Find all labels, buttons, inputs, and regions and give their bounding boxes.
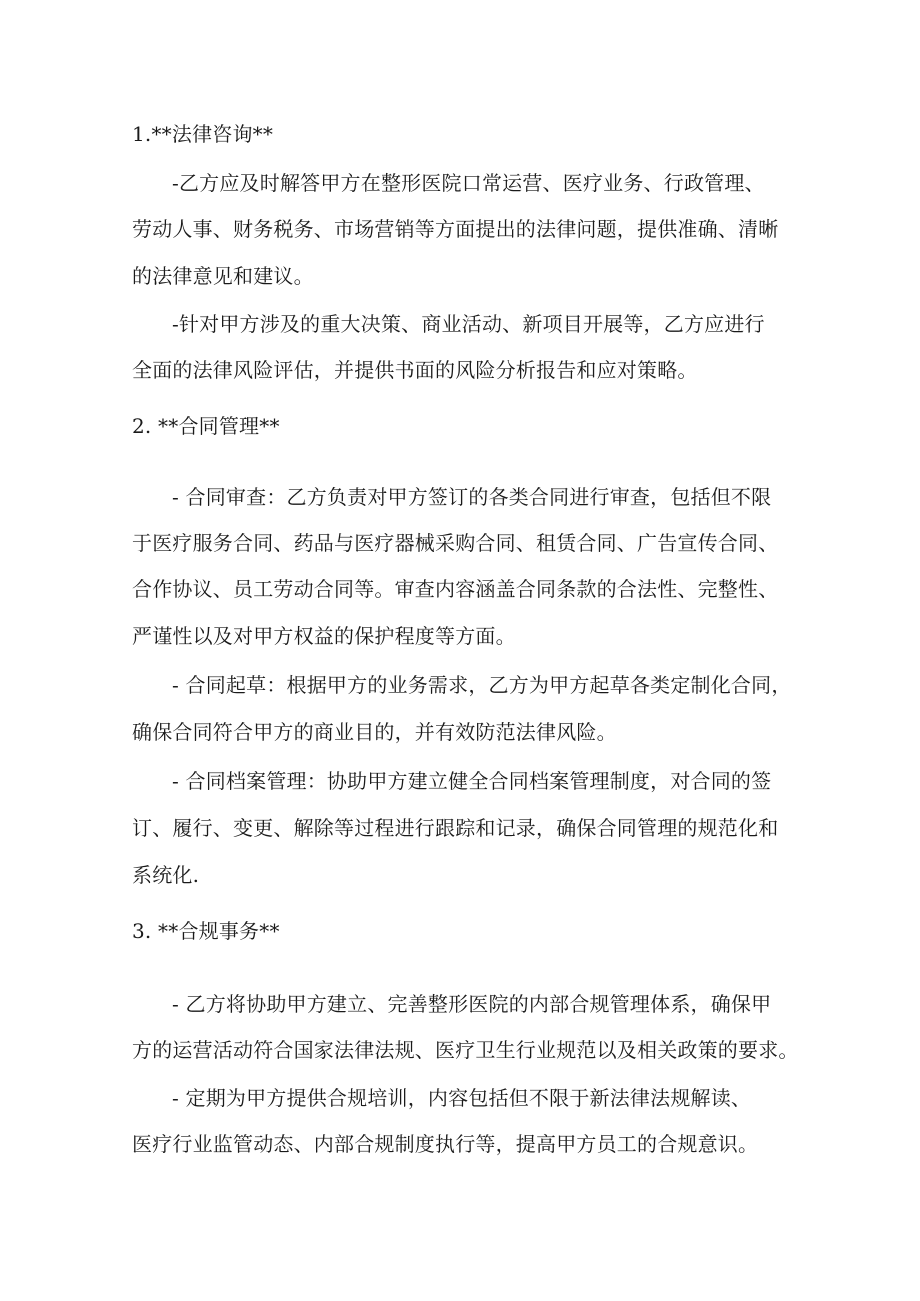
paragraph-line: 合作协议、员工劳动合同等。审查内容涵盖合同条款的合法性、完整性、 xyxy=(132,577,779,601)
paragraph-line: 确保合同符合甲方的商业目的，并有效防范法律风险。 xyxy=(132,720,617,744)
section-heading-contract-management: 2. **合同管理** xyxy=(132,414,280,438)
paragraph-line: 的法律意见和建议。 xyxy=(132,264,314,288)
paragraph-line: 订、履行、变更、解除等过程进行跟踪和记录，确保合同管理的规范化和 xyxy=(132,816,779,840)
section-heading-compliance: 3. **合规事务** xyxy=(132,919,280,943)
section-heading-legal-consulting: 1.**法律咨询** xyxy=(132,122,274,146)
paragraph-line: - 定期为甲方提供合规培训，内容包括但不限于新法律法规解读、 xyxy=(172,1086,752,1110)
paragraph-line: 系统化. xyxy=(132,863,200,887)
paragraph-line: - 乙方将协助甲方建立、完善整形医院的内部合规管理体系，确保甲 xyxy=(172,992,772,1016)
paragraph-line: 全面的法律风险评估，并提供书面的风险分析报告和应对策略。 xyxy=(132,358,698,382)
paragraph-line: - 合同起草：根据甲方的业务需求，乙方为甲方起草各类定制化合同， xyxy=(172,673,792,697)
paragraph-line: -针对甲方涉及的重大决策、商业活动、新项目开展等，乙方应进行 xyxy=(172,312,765,336)
paragraph-line: - 合同档案管理：协助甲方建立健全合同档案管理制度，对合同的签 xyxy=(172,769,772,793)
paragraph-line: - 合同审查：乙方负责对甲方签订的各类合同进行审查，包括但不限 xyxy=(172,485,772,509)
paragraph-line: 方的运营活动符合国家法律法规、医疗卫生行业规范以及相关政策的要求。 xyxy=(132,1038,799,1062)
paragraph-line: -乙方应及时解答甲方在整形医院口常运营、医疗业务、行政管理、 xyxy=(172,171,765,195)
paragraph-line: 医疗行业监管动态、内部合规制度执行等，提高甲方员工的合规意识。 xyxy=(132,1132,759,1156)
paragraph-line: 劳动人事、财务税务、市场营销等方面提出的法律问题，提供准确、清晰 xyxy=(132,217,779,241)
paragraph-line: 于医疗服务合同、药品与医疗器械采购合同、租赁合同、广告宣传合同、 xyxy=(132,531,779,555)
paragraph-line: 严谨性以及对甲方权益的保护程度等方面。 xyxy=(132,624,516,648)
